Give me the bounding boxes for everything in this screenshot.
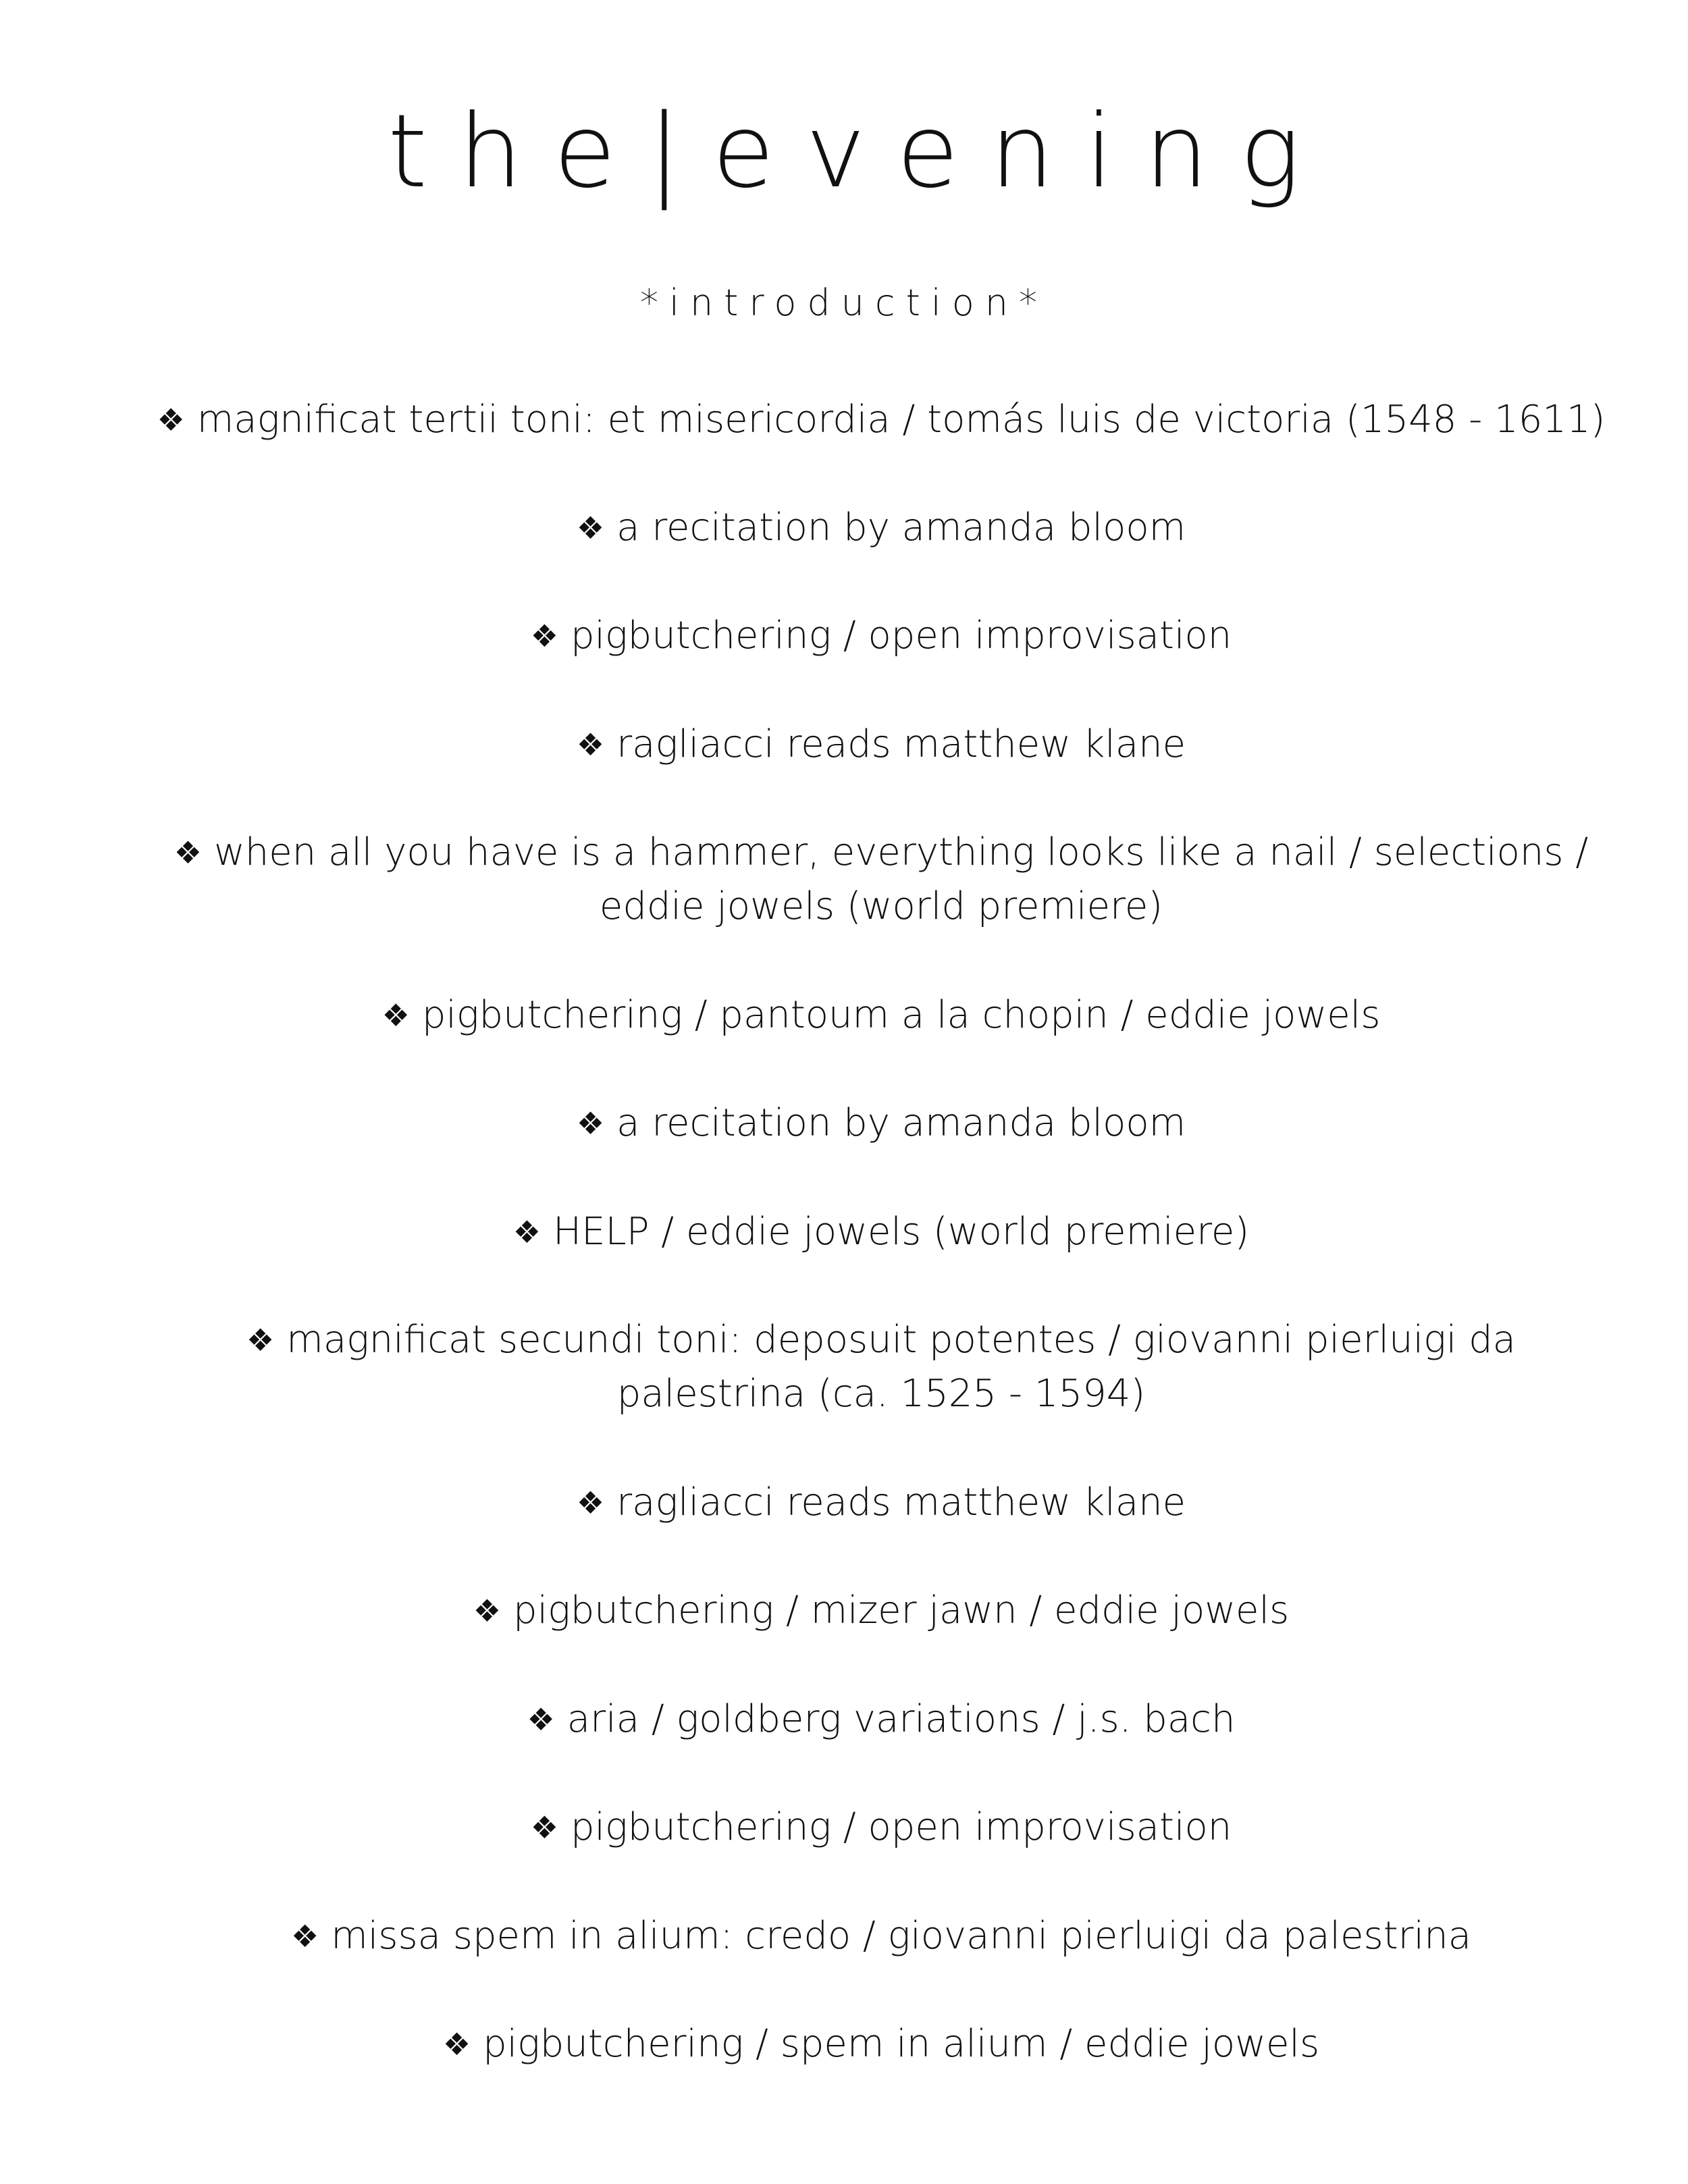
program-item — [155, 1801, 1607, 1855]
program-item-text: a recitation by amanda bloom — [616, 1101, 1186, 1145]
diamond-bullet-icon: ❖ — [530, 618, 558, 654]
diamond-bullet-icon: ❖ — [174, 834, 202, 871]
program-item — [155, 1205, 1607, 1259]
program-item — [155, 1096, 1607, 1150]
program-item-text: ragliacci reads matthew klane — [616, 1481, 1186, 1524]
program-item-text: pigbutchering / spem in alium / eddie jowels — [483, 2022, 1320, 2066]
diamond-bullet-icon: ❖ — [530, 1809, 558, 1846]
diamond-bullet-icon: ❖ — [527, 1701, 555, 1738]
program-item-text: magnificat secundi toni: deposuit potentes / giovanni pierluigi da palestrina (ca. 1525 - 1594) — [286, 1318, 1516, 1416]
diamond-bullet-icon: ❖ — [576, 1485, 605, 1521]
program-item-text: missa spem in alium: credo / giovanni pierluigi da palestrina — [331, 1914, 1472, 1958]
program-item — [155, 1313, 1607, 1421]
diamond-bullet-icon: ❖ — [442, 2026, 471, 2062]
diamond-bullet-icon: ❖ — [381, 997, 410, 1034]
diamond-bullet-icon: ❖ — [576, 1105, 605, 1142]
diamond-bullet-icon: ❖ — [157, 402, 185, 438]
program-item — [155, 718, 1607, 772]
diamond-bullet-icon: ❖ — [290, 1918, 319, 1954]
diamond-bullet-icon: ❖ — [473, 1593, 502, 1629]
program-item — [155, 1476, 1607, 1530]
program-item-text: aria / goldberg variations / j.s. bach — [566, 1697, 1236, 1741]
program-item — [155, 609, 1607, 663]
program-item — [155, 1693, 1607, 1747]
program-item-text: pigbutchering / open improvisation — [570, 614, 1232, 658]
program-item-text: pigbutchering / open improvisation — [570, 1805, 1232, 1849]
program-item-text: pigbutchering / mizer jawn / eddie jowels — [513, 1589, 1290, 1632]
program-item-text: a recitation by amanda bloom — [616, 506, 1186, 550]
program-item — [155, 393, 1607, 447]
page-title: the|evening — [388, 93, 1331, 211]
diamond-bullet-icon: ❖ — [576, 510, 605, 546]
program-item — [155, 1909, 1607, 1963]
program-item-text: magnificat tertii toni: et misericordia / tomás luis de victoria (1548 - 1611) — [196, 398, 1606, 442]
program-item — [155, 2017, 1607, 2071]
diamond-bullet-icon: ❖ — [246, 1322, 275, 1358]
diamond-bullet-icon: ❖ — [512, 1214, 542, 1250]
program-item — [155, 501, 1607, 555]
program-item — [155, 1584, 1607, 1638]
diamond-bullet-icon: ❖ — [576, 726, 605, 763]
program-item-text: ragliacci reads matthew klane — [616, 722, 1186, 766]
program-item-text: pigbutchering / pantoum a la chopin / eddie jowels — [421, 993, 1381, 1037]
program-item-text: HELP / eddie jowels (world premiere) — [553, 1210, 1250, 1254]
section-subtitle: *introduction* — [639, 282, 1049, 324]
program-item — [155, 826, 1607, 934]
program-item-text: when all you have is a hammer, everything looks like a nail / selections / eddie jowels (world premiere) — [213, 830, 1589, 928]
program-item — [155, 988, 1607, 1042]
